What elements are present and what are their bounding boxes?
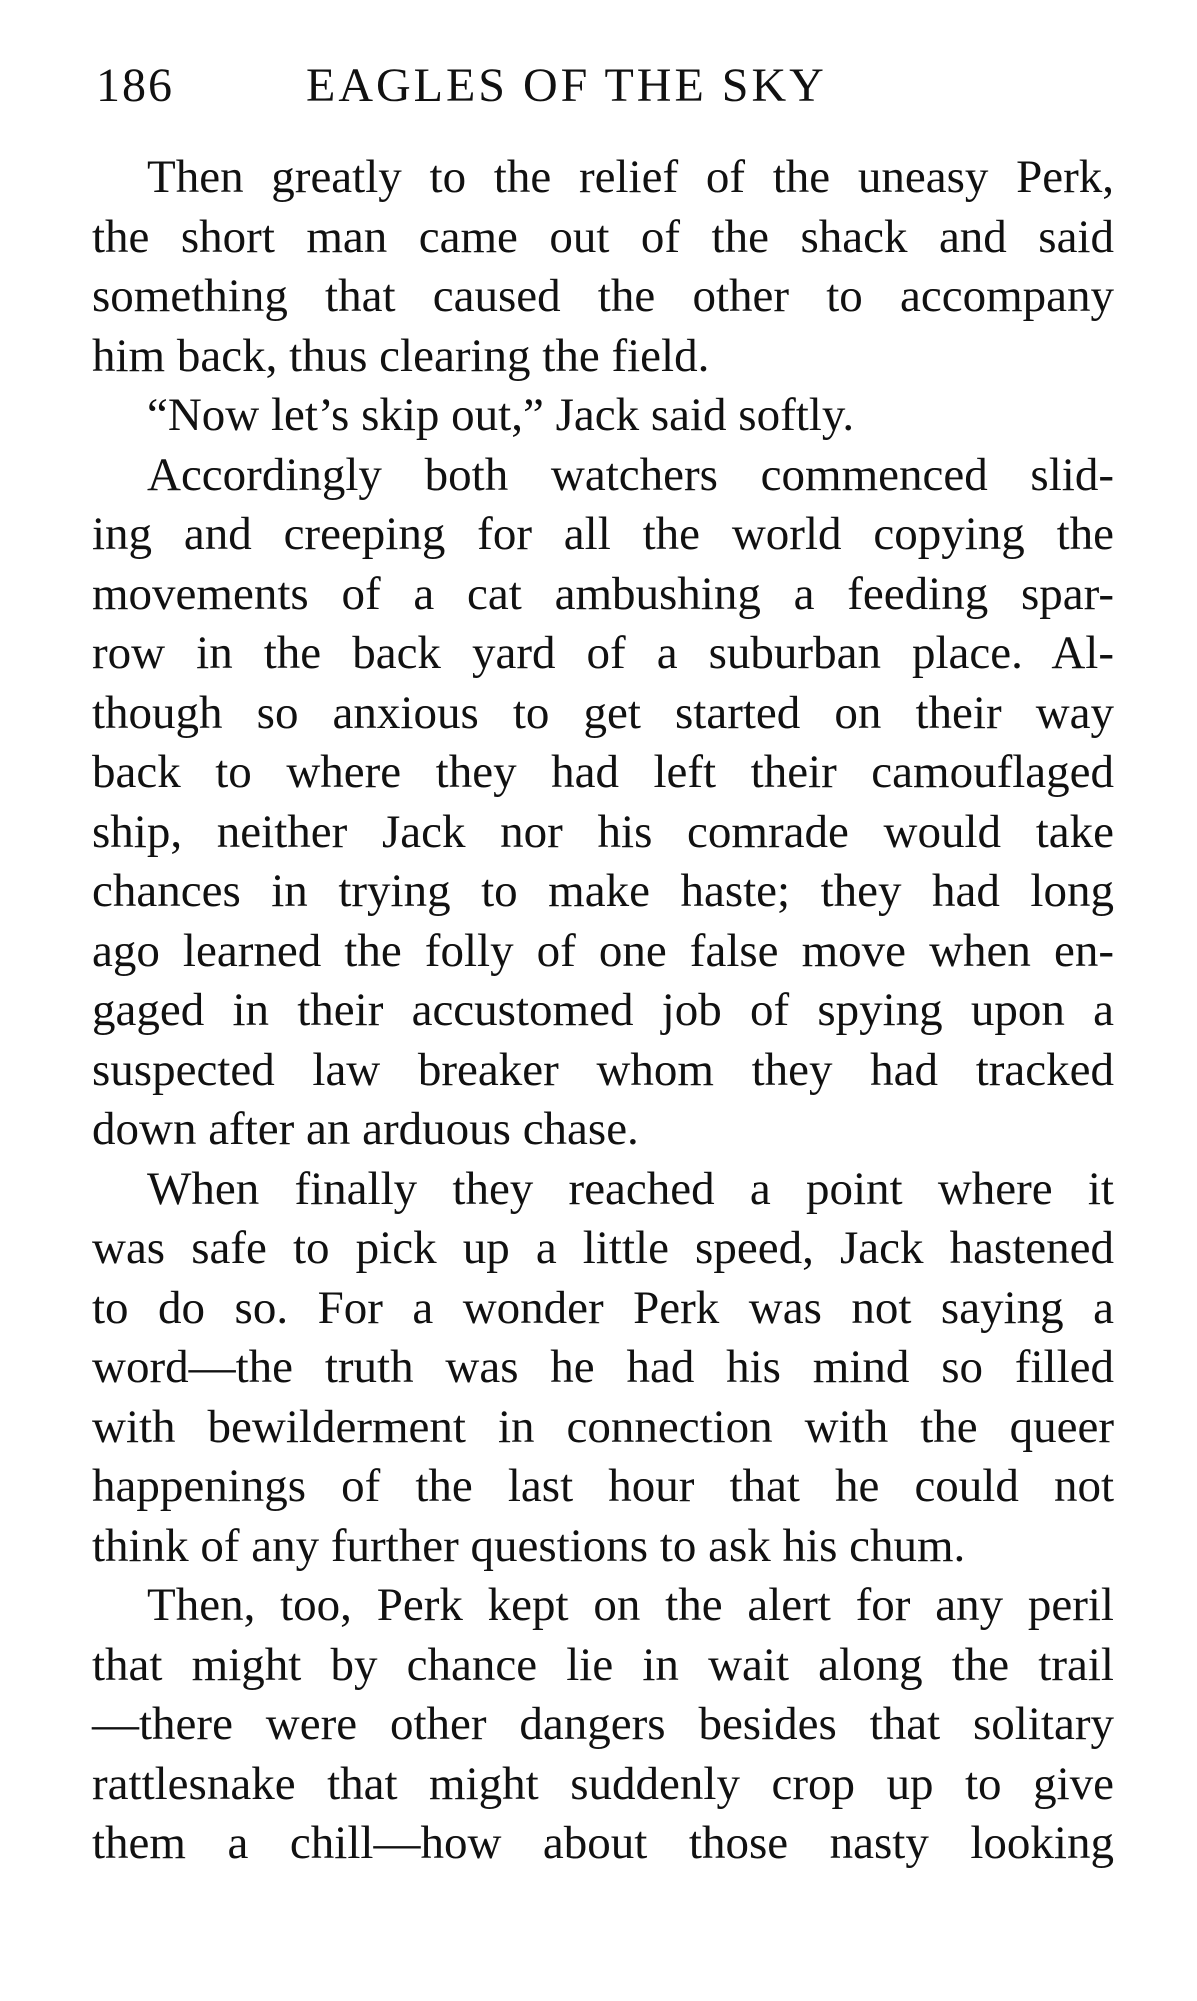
text-line: ing and creeping for all the world copying the xyxy=(92,508,1114,560)
text-line: Then, too, Perk kept on the alert for any peril xyxy=(147,1579,1114,1631)
text-line: him back, thus clearing the field. xyxy=(92,329,710,382)
text-line: row in the back yard of a suburban place. Al- xyxy=(92,627,1114,679)
page-number: 186 xyxy=(96,59,174,112)
paragraph xyxy=(92,1160,1114,1577)
text-line: think of any further questions to ask his chum. xyxy=(92,1519,966,1572)
body-text xyxy=(92,148,1114,1874)
text-line: though so anxious to get started on their way xyxy=(92,686,1114,739)
text-line: rattlesnake that might suddenly crop up to give xyxy=(92,1757,1114,1810)
text-line: that might by chance lie in wait along the trail xyxy=(92,1638,1114,1691)
text-line: with bewilderment in connection with the queer xyxy=(92,1400,1114,1453)
running-head: EAGLES OF THE SKY xyxy=(306,59,827,112)
text-line: chances in trying to make haste; they had long xyxy=(92,865,1114,917)
text-line: ship, neither Jack nor his comrade would take xyxy=(92,805,1114,858)
text-line: the short man came out of the shack and said xyxy=(92,210,1114,263)
text-line: to do so. For a wonder Perk was not saying a xyxy=(92,1281,1114,1334)
text-line: word—the truth was he had his mind so filled xyxy=(92,1341,1114,1393)
text-line: back to where they had left their camouflaged xyxy=(92,746,1114,798)
text-line: them a chill—how about those nasty looking xyxy=(92,1817,1114,1869)
text-line: When finally they reached a point where it xyxy=(147,1162,1114,1215)
paragraph xyxy=(92,1576,1114,1874)
text-line: movements of a cat ambushing a feeding spar- xyxy=(92,567,1114,620)
paragraph xyxy=(92,386,1114,446)
text-line: down after an arduous chase. xyxy=(92,1103,639,1155)
text-line: Then greatly to the relief of the uneasy Perk, xyxy=(147,151,1114,203)
text-line: was safe to pick up a little speed, Jack hastened xyxy=(92,1222,1114,1274)
text-line: gaged in their accustomed job of spying upon a xyxy=(92,984,1114,1036)
text-line: ago learned the folly of one false move when en- xyxy=(92,924,1114,977)
text-line: suspected law breaker whom they had tracked xyxy=(92,1043,1114,1096)
text-line: —there were other dangers besides that solitary xyxy=(92,1698,1114,1750)
text-line: something that caused the other to accompany xyxy=(92,270,1114,322)
text-line: Accordingly both watchers commenced slid- xyxy=(147,448,1114,501)
paragraph xyxy=(92,148,1114,386)
text-line: “Now let’s skip out,” Jack said softly. xyxy=(147,389,855,441)
page-header xyxy=(96,58,1096,118)
paragraph xyxy=(92,446,1114,1160)
text-line: happenings of the last hour that he could not xyxy=(92,1460,1114,1512)
